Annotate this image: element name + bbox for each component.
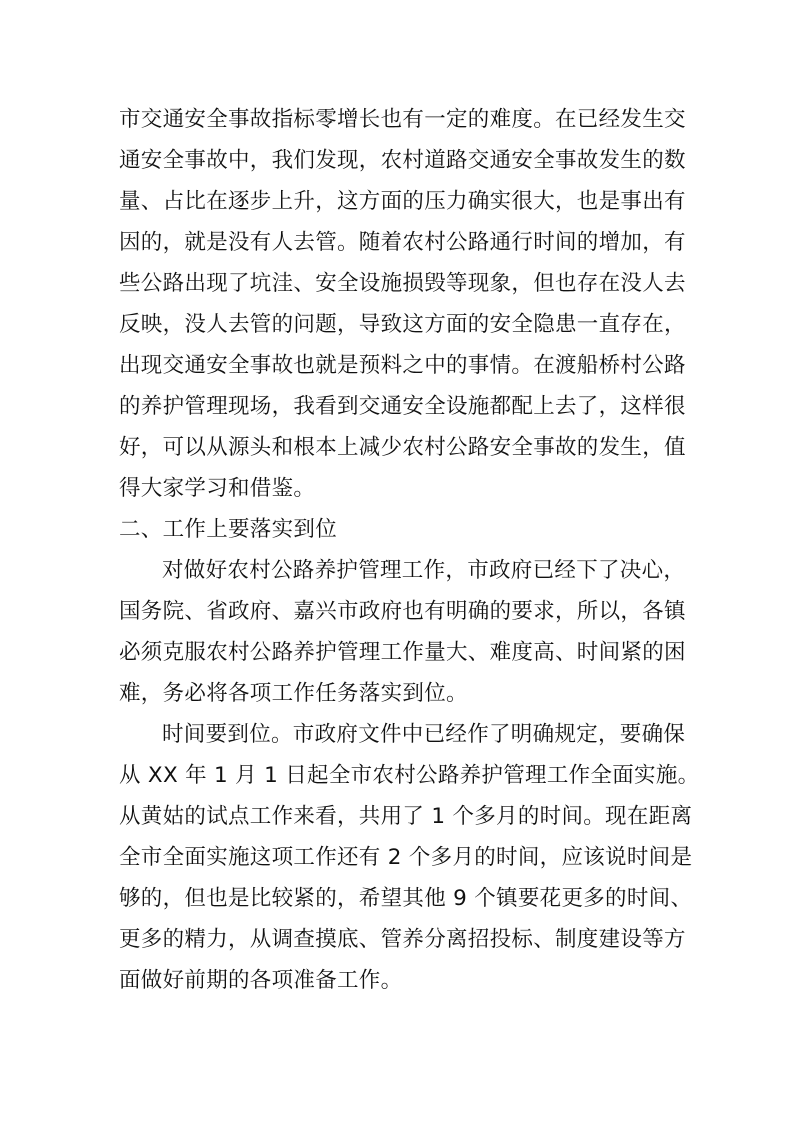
text-line: 得大家学习和借鉴。 — [119, 476, 316, 501]
text-line: 好，可以从源头和根本上减少农村公路安全事故的发生，值 — [119, 435, 686, 460]
text-line: 出现交通安全事故也就是预料之中的事情。在渡船桥村公路 — [119, 353, 686, 378]
document-body — [119, 99, 700, 1001]
text-line: 反映，没人去管的问题，导致这方面的安全隐患一直存在， — [119, 312, 686, 337]
text-line: 面做好前期的各项准备工作。 — [119, 968, 403, 993]
text-line: 够的，但也是比较紧的，希望其他 9 个镇要花更多的时间、 — [119, 886, 693, 911]
section-heading: 二、工作上要落实到位 — [119, 517, 338, 542]
text-line: 因的，就是没有人去管。随着农村公路通行时间的增加，有 — [119, 230, 686, 255]
text-line: 通安全事故中，我们发现，农村道路交通安全事故发生的数 — [119, 148, 686, 173]
text-line: 些公路出现了坑洼、安全设施损毁等现象，但也存在没人去 — [119, 271, 686, 296]
text-line: 从黄姑的试点工作来看，共用了 1 个多月的时间。现在距离 — [119, 804, 693, 829]
text-line: 全市全面实施这项工作还有 2 个多月的时间，应该说时间是 — [119, 845, 693, 870]
text-line: 从 XX 年 1 月 1 日起全市农村公路养护管理工作全面实施。 — [119, 763, 700, 788]
text-line: 时间要到位。市政府文件中已经作了明确规定，要确保 — [162, 722, 686, 747]
text-line: 市交通安全事故指标零增长也有一定的难度。在已经发生交 — [119, 107, 686, 132]
text-line: 难，务必将各项工作任务落实到位。 — [119, 681, 468, 706]
text-line: 更多的精力，从调查摸底、管养分离招投标、制度建设等方 — [119, 927, 686, 952]
text-line: 国务院、省政府、嘉兴市政府也有明确的要求，所以，各镇 — [119, 599, 686, 624]
text-line: 必须克服农村公路养护管理工作量大、难度高、时间紧的困 — [119, 640, 686, 665]
text-line: 量、占比在逐步上升，这方面的压力确实很大，也是事出有 — [119, 189, 686, 214]
text-line: 对做好农村公路养护管理工作，市政府已经下了决心， — [162, 558, 686, 583]
text-line: 的养护管理现场，我看到交通安全设施都配上去了，这样很 — [119, 394, 686, 419]
